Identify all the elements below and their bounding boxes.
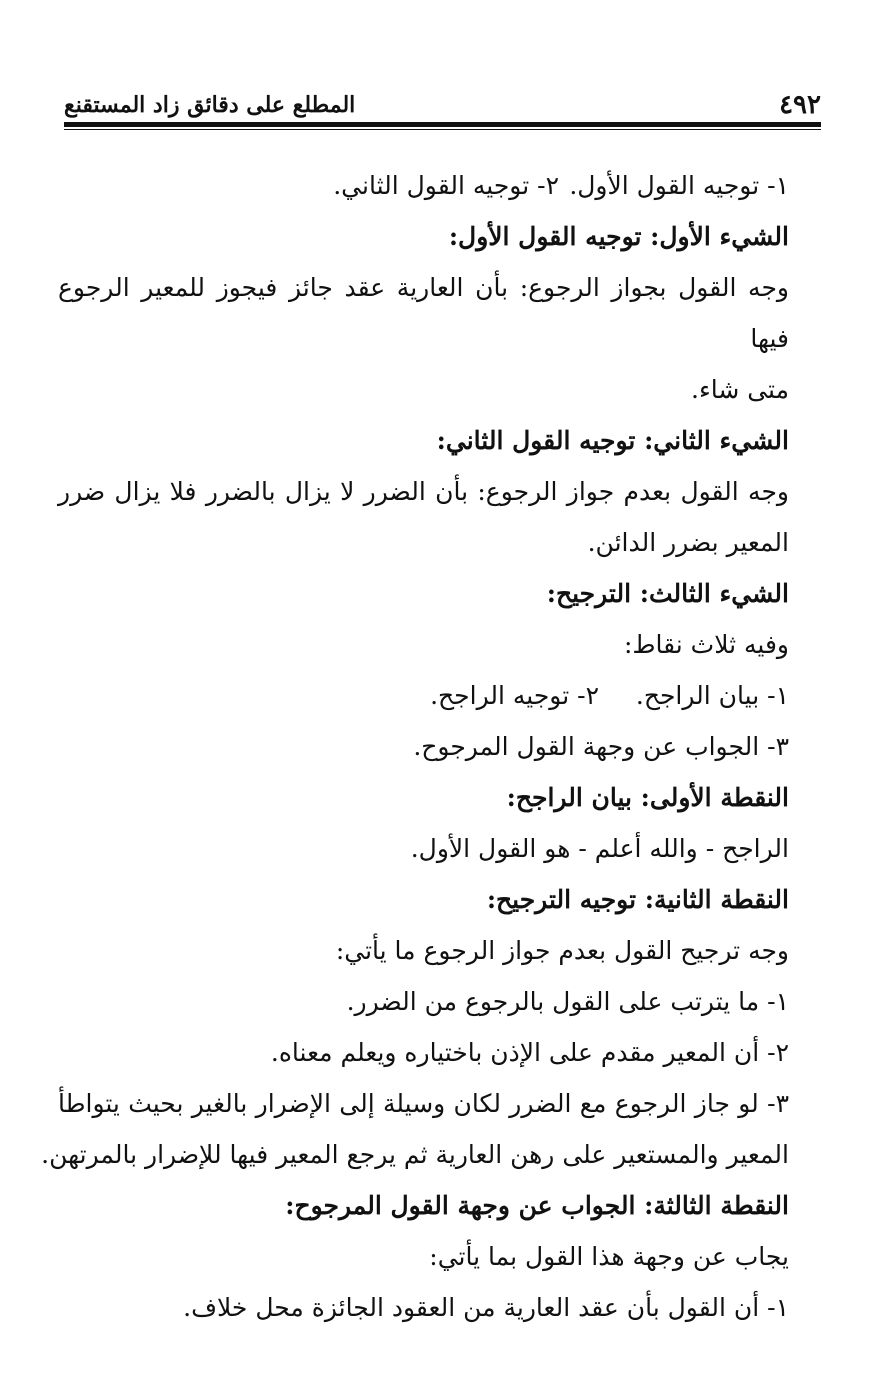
list-row <box>58 160 789 211</box>
list-item: ١- توجيه القول الأول. <box>569 171 789 200</box>
page-header <box>64 88 821 124</box>
page-number: ٤٩٢ <box>779 90 821 120</box>
list-item: ١- أن القول بأن عقد العارية من العقود الجائزة محل خلاف. <box>183 1293 789 1322</box>
list-row <box>58 670 789 721</box>
list-item: ٢- توجيه القول الثاني. <box>333 171 559 200</box>
header-rule-thick <box>64 122 821 127</box>
list-item: ٢- أن المعير مقدم على الإذن باختياره ويعلم معناه. <box>270 1038 789 1067</box>
list-item: ٣- لو جاز الرجوع مع الضرر لكان وسيلة إلى الإضرار بالغير بحيث يتواطأ <box>58 1089 789 1118</box>
paragraph-line: وجه القول بجواز الرجوع: بأن العارية عقد جائز فيجوز للمعير الرجوع فيها <box>58 273 789 353</box>
paragraph-line: المعير والمستعير على رهن العارية ثم يرجع المعير فيها للإضرار بالمرتهن. <box>41 1140 789 1169</box>
section-heading: الشيء الثاني: توجيه القول الثاني: <box>436 426 789 455</box>
paragraph-line: متى شاء. <box>691 375 789 404</box>
paragraph-line: وفيه ثلاث نقاط: <box>623 630 789 659</box>
paragraph-line: وجه ترجيح القول بعدم جواز الرجوع ما يأتي: <box>335 936 789 965</box>
header-rule-thin <box>64 129 821 130</box>
list-item: ٣- الجواب عن وجهة القول المرجوح. <box>413 732 789 761</box>
paragraph-line: المعير بضرر الدائن. <box>587 528 789 557</box>
section-heading: النقطة الثالثة: الجواب عن وجهة القول المرجوح: <box>285 1191 789 1220</box>
page-body <box>41 160 789 1333</box>
list-item: ٢- توجيه الراجح. <box>430 681 599 710</box>
paragraph-line: الراجح - والله أعلم - هو القول الأول. <box>410 834 789 863</box>
section-heading: النقطة الثانية: توجيه الترجيح: <box>486 885 789 914</box>
running-title: المطلع على دقائق زاد المستقنع <box>64 92 356 118</box>
section-heading: الشيء الأول: توجيه القول الأول: <box>448 222 789 251</box>
paragraph-line: وجه القول بعدم جواز الرجوع: بأن الضرر لا يزال بالضرر فلا يزال ضرر <box>58 477 789 506</box>
list-item: ١- ما يترتب على القول بالرجوع من الضرر. <box>346 987 789 1016</box>
section-heading: الشيء الثالث: الترجيح: <box>546 579 789 608</box>
list-item: ١- بيان الراجح. <box>635 681 789 710</box>
paragraph-line: يجاب عن وجهة هذا القول بما يأتي: <box>429 1242 789 1271</box>
section-heading: النقطة الأولى: بيان الراجح: <box>506 783 789 812</box>
